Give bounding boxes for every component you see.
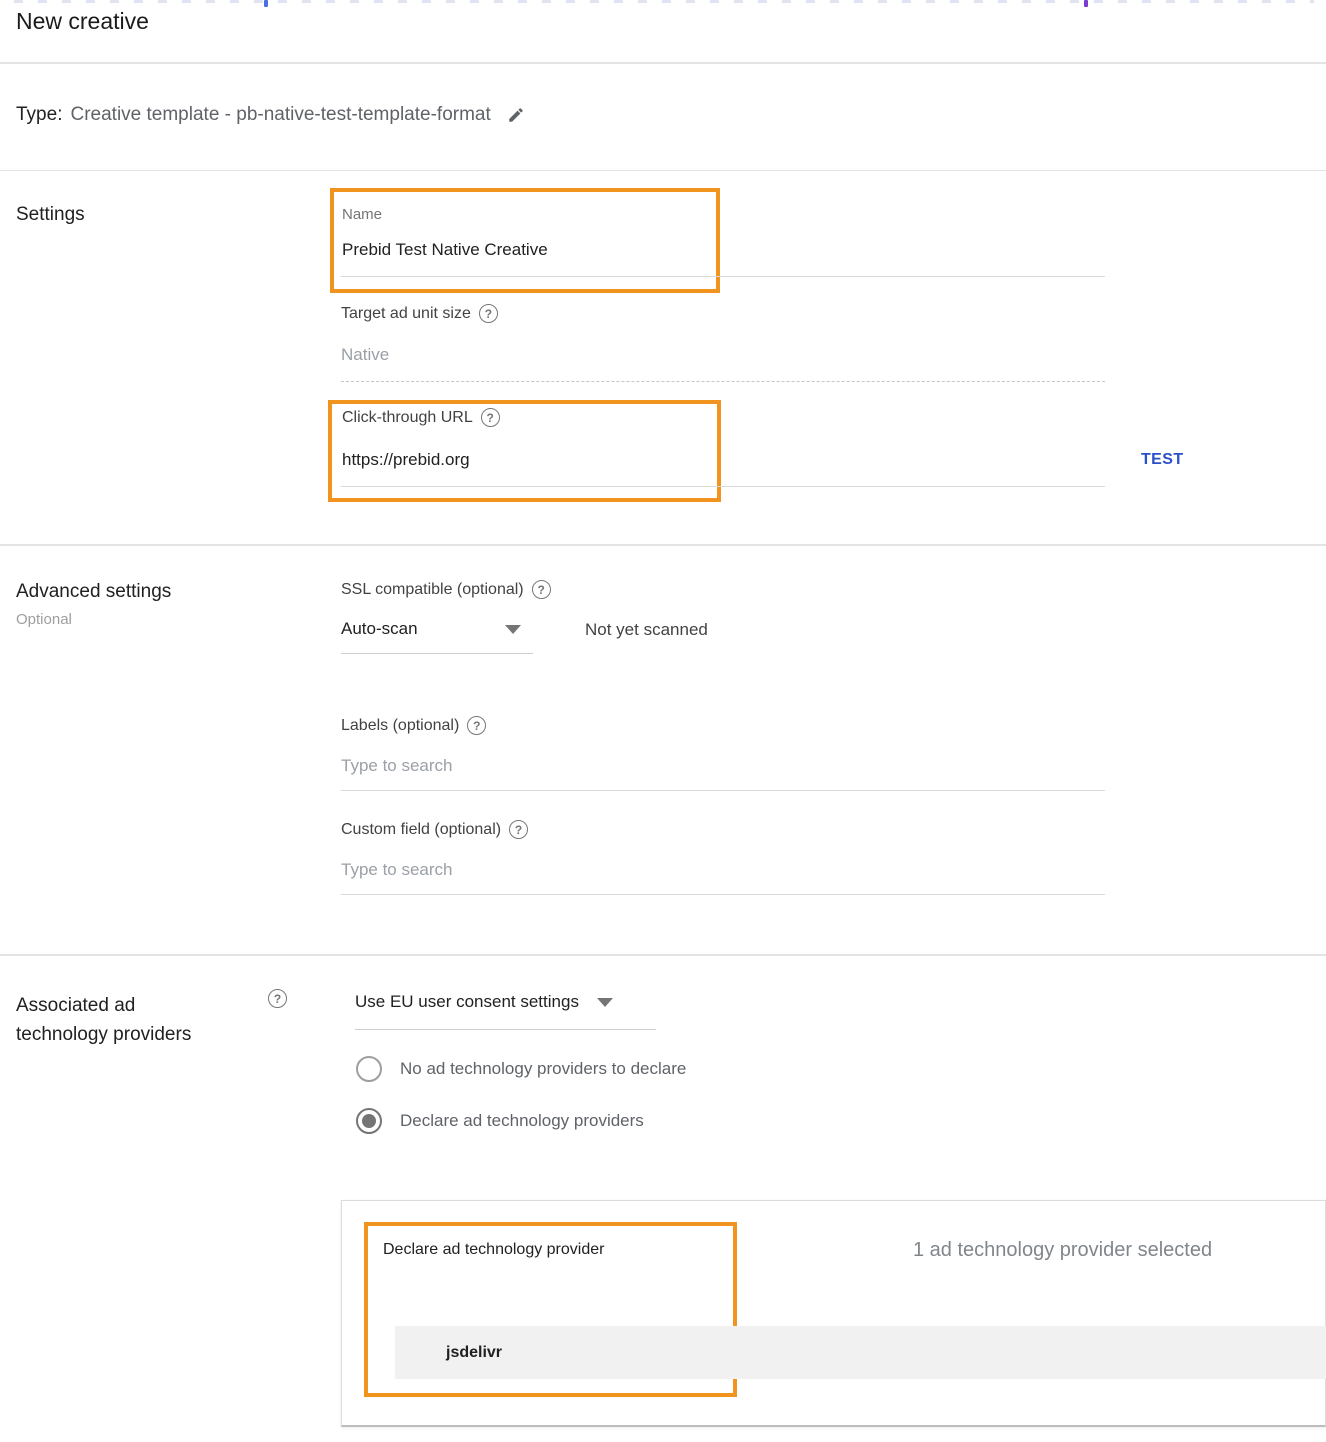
provider-name: jsdelivr	[446, 1343, 503, 1361]
advanced-settings-heading: Advanced settings	[16, 581, 172, 602]
target-size-label-row	[341, 304, 498, 323]
consent-settings-dropdown[interactable]	[355, 992, 613, 1012]
labels-underline	[341, 790, 1105, 791]
breadcrumb-link-fragment	[1084, 0, 1088, 7]
help-icon[interactable]: ?	[268, 989, 287, 1008]
custom-field-label-row	[341, 820, 528, 839]
chevron-down-icon	[505, 625, 521, 634]
declare-providers-card	[341, 1200, 1326, 1427]
ssl-dropdown[interactable]	[341, 619, 533, 639]
labels-label: Labels (optional)	[341, 716, 460, 734]
target-size-label: Target ad unit size	[341, 304, 471, 322]
help-icon[interactable]: ?	[467, 716, 486, 735]
test-link[interactable]: TEST	[1141, 451, 1184, 468]
ssl-label: SSL compatible (optional)	[341, 580, 524, 598]
click-url-input[interactable]: https://prebid.org	[342, 450, 470, 469]
type-label: Type:	[16, 104, 63, 125]
help-icon[interactable]: ?	[532, 580, 551, 599]
radio-no-providers-label[interactable]: No ad technology providers to declare	[400, 1059, 687, 1078]
divider	[0, 62, 1326, 64]
click-url-label: Click-through URL	[342, 408, 473, 426]
help-icon[interactable]: ?	[479, 304, 498, 323]
divider	[0, 170, 1326, 171]
ssl-scan-status: Not yet scanned	[585, 620, 708, 639]
breadcrumb-clipped-text	[14, 0, 1314, 3]
breadcrumb-link-fragment	[264, 0, 268, 7]
help-icon[interactable]: ?	[509, 820, 528, 839]
radio-declare-providers-label[interactable]: Declare ad technology providers	[400, 1111, 644, 1130]
custom-field-search-input[interactable]: Type to search	[341, 860, 453, 879]
consent-dropdown-underline	[355, 1029, 656, 1030]
consent-dropdown-value: Use EU user consent settings	[355, 992, 579, 1011]
advanced-settings-subheading: Optional	[16, 611, 72, 628]
provider-selected-summary: 1 ad technology provider selected	[913, 1239, 1213, 1261]
help-icon[interactable]: ?	[481, 408, 500, 427]
name-field-label: Name	[342, 206, 383, 223]
chevron-down-icon	[597, 998, 613, 1007]
divider	[0, 544, 1326, 546]
breadcrumb[interactable]	[0, 0, 1326, 8]
ssl-dropdown-underline	[341, 653, 533, 654]
creative-type-row	[16, 104, 525, 126]
settings-section-heading: Settings	[16, 204, 85, 225]
labels-label-row	[341, 716, 486, 735]
custom-field-underline	[341, 894, 1105, 895]
target-size-underline	[341, 381, 1105, 382]
radio-unselected-icon[interactable]	[356, 1056, 382, 1082]
target-size-value: Native	[341, 345, 390, 364]
radio-no-providers[interactable]	[356, 1056, 686, 1082]
click-url-label-row	[342, 408, 500, 427]
name-input[interactable]: Prebid Test Native Creative	[342, 240, 548, 259]
divider	[0, 954, 1326, 956]
custom-field-label: Custom field (optional)	[341, 820, 502, 838]
ssl-label-row	[341, 580, 551, 599]
providers-heading-line1: Associated ad	[16, 995, 136, 1016]
providers-section-heading	[16, 991, 191, 1049]
providers-heading-line2: technology providers	[16, 1024, 192, 1045]
page-title: New creative	[16, 8, 149, 34]
ssl-dropdown-value: Auto-scan	[341, 619, 418, 638]
type-value: Creative template - pb-native-test-template-format	[70, 104, 491, 125]
labels-search-input[interactable]: Type to search	[341, 756, 453, 775]
provider-list-item[interactable]	[395, 1326, 1326, 1379]
click-url-underline	[341, 486, 1105, 487]
radio-declare-providers[interactable]	[356, 1108, 644, 1134]
radio-selected-icon[interactable]	[356, 1108, 382, 1134]
pencil-icon[interactable]	[507, 106, 525, 124]
card-title: Declare ad technology provider	[383, 1241, 605, 1258]
name-input-underline	[341, 276, 1105, 277]
